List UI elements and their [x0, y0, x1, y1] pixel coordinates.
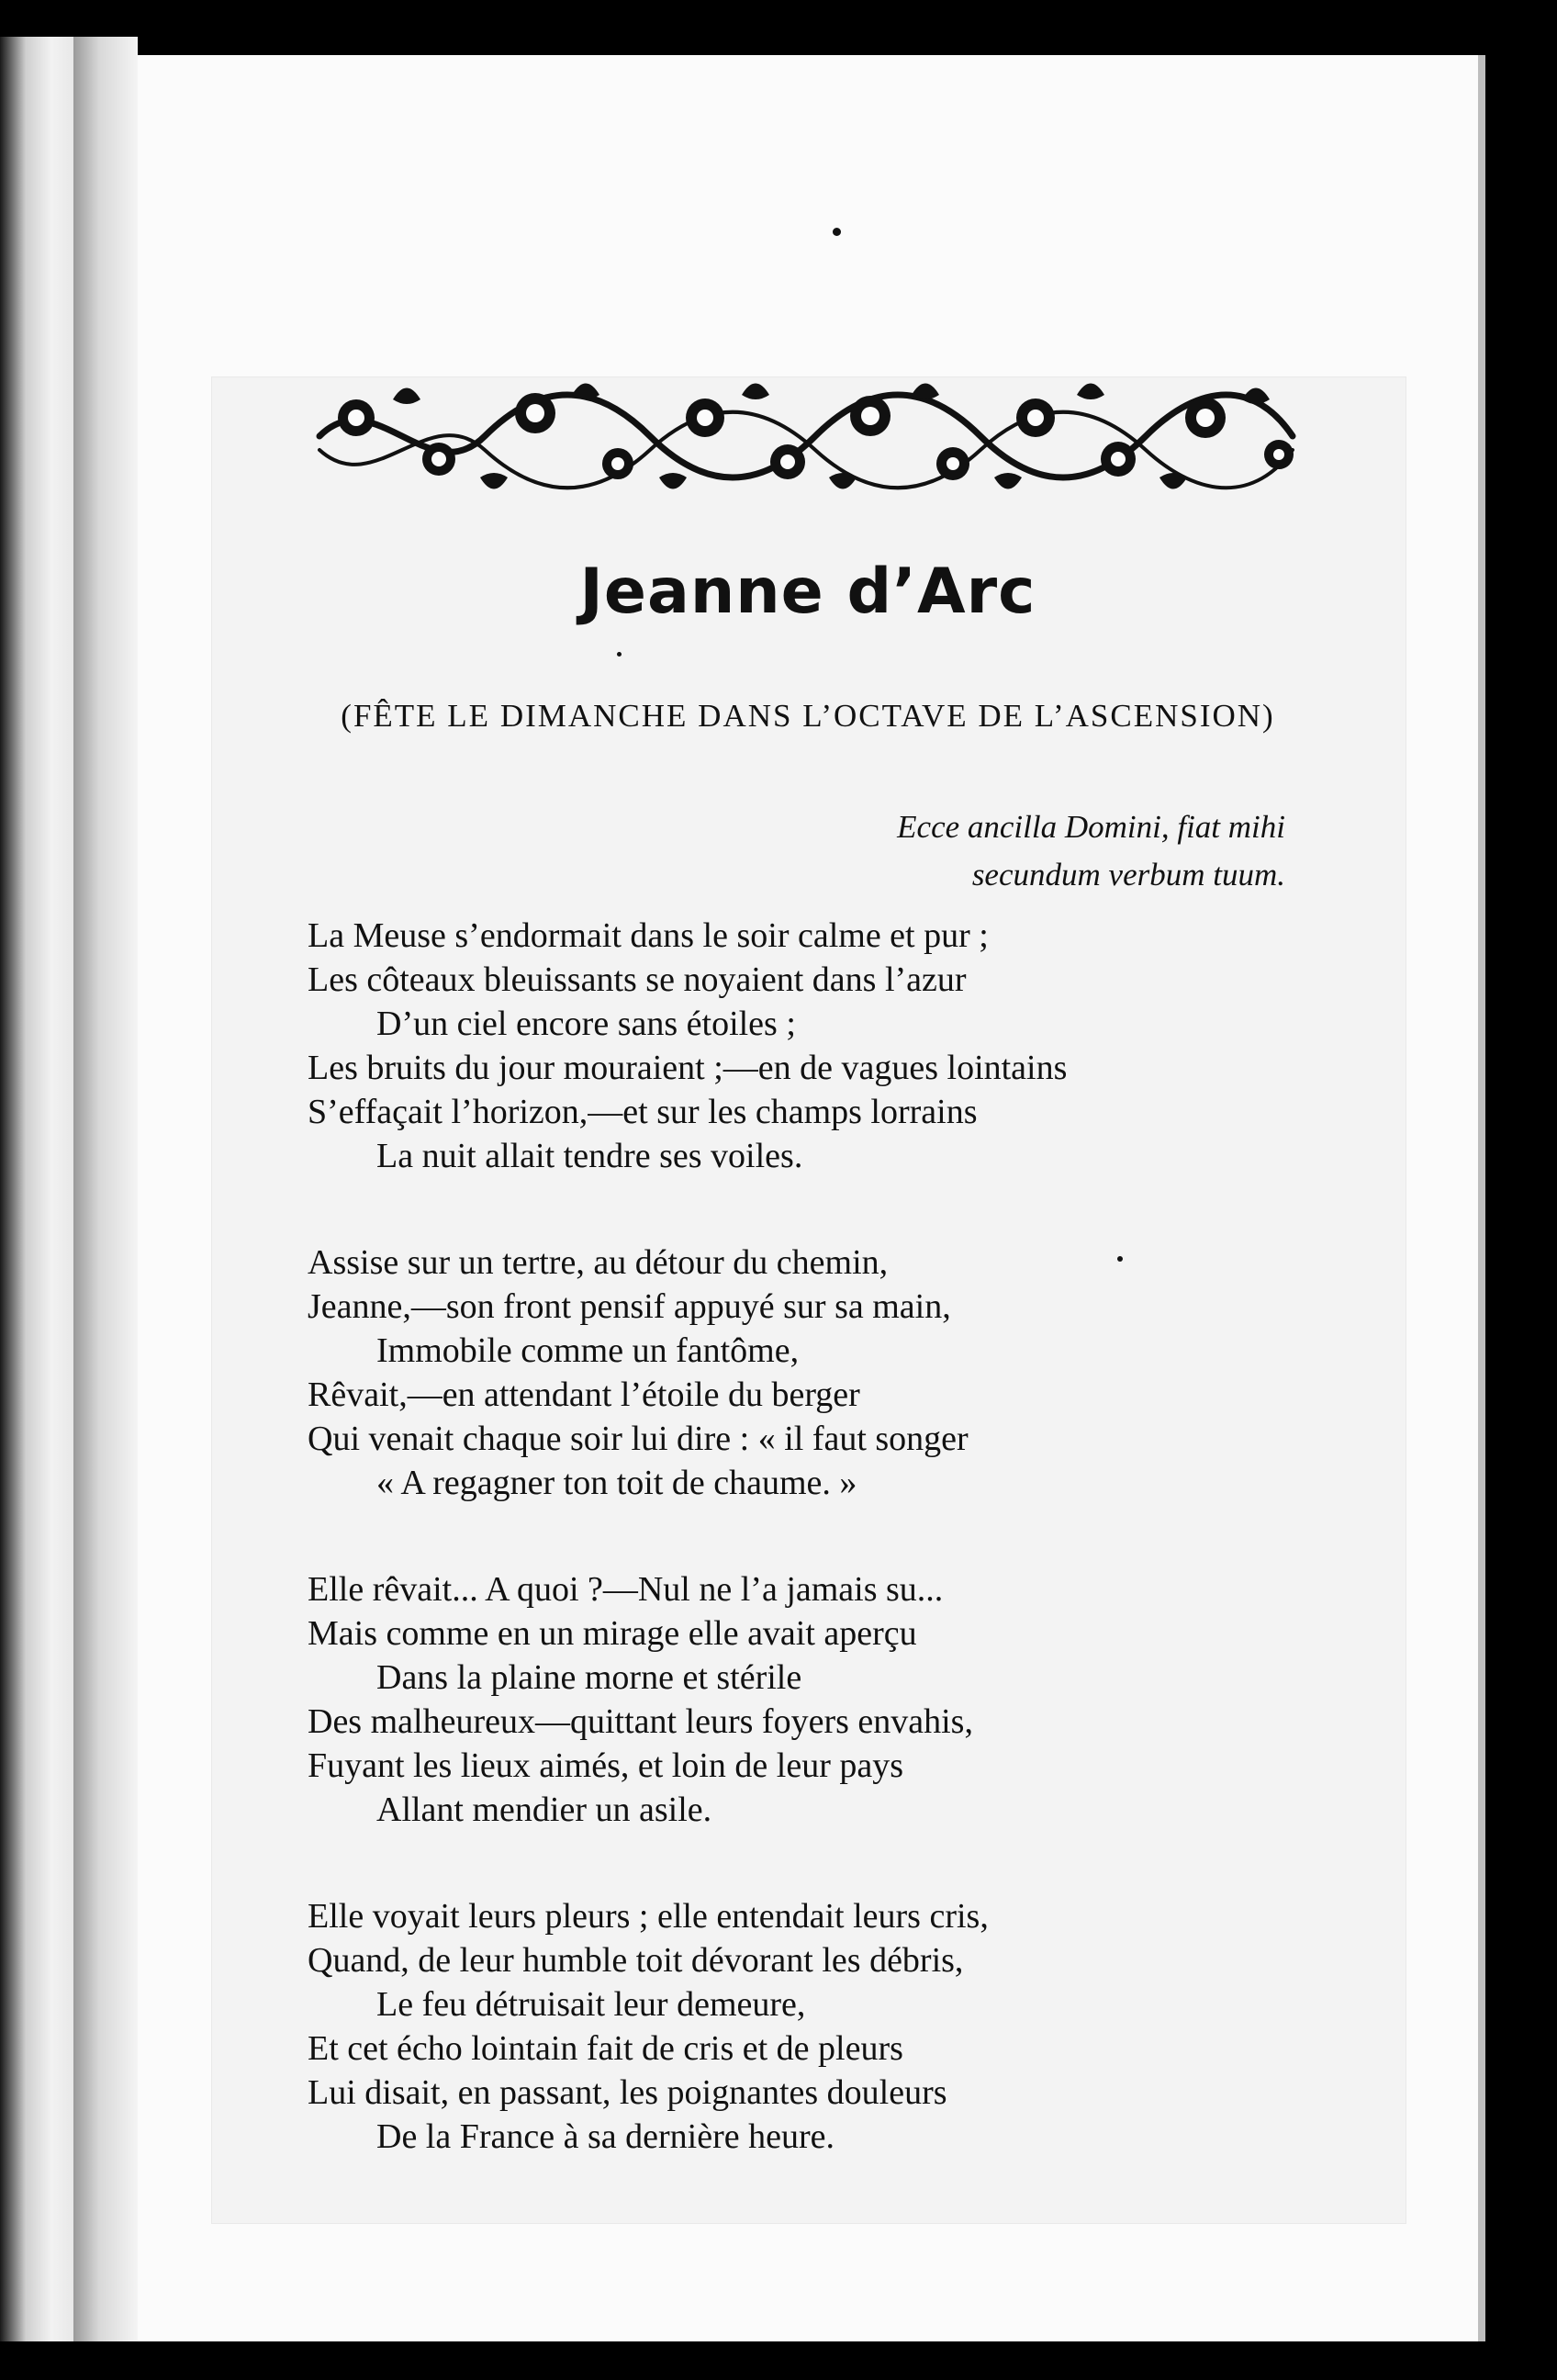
verse-line: Fuyant les lieux aimés, et loin de leur pays	[308, 1746, 904, 1785]
verse-line: Allant mendier un asile.	[376, 1791, 712, 1829]
stanza	[308, 1567, 1372, 1832]
verse-line: Les bruits du jour mouraient ;—en de vagues lointains	[308, 1049, 1068, 1087]
verse-line: Qui venait chaque soir lui dire : « il faut songer	[308, 1420, 969, 1458]
verse-line: Rêvait,—en attendant l’étoile du berger	[308, 1375, 860, 1414]
epigraph-line: secundum verbum tuum.	[971, 857, 1285, 892]
stanza	[308, 914, 1372, 1178]
speck-mark	[833, 228, 841, 236]
verse-line: Assise sur un tertre, au détour du chemin,	[308, 1243, 889, 1282]
verse-line: La Meuse s’endormait dans le soir calme et pur ;	[308, 916, 989, 955]
verse-line: D’un ciel encore sans étoiles ;	[376, 1005, 796, 1043]
speck-mark	[617, 652, 622, 657]
poem-subtitle: (FÊTE LE DIMANCHE DANS L’OCTAVE DE L’ASCENSION)	[341, 698, 1275, 734]
stanza	[308, 1241, 1372, 1505]
left-page-edge	[0, 37, 73, 2341]
verse-line: La nuit allait tendre ses voiles.	[376, 1137, 803, 1175]
verse-line: Elle voyait leurs pleurs ; elle entendait leurs cris,	[308, 1897, 989, 1936]
verse-line: Dans la plaine morne et stérile	[376, 1658, 802, 1697]
floral-ornament-banner	[301, 363, 1311, 500]
verse-line: Immobile comme un fantôme,	[376, 1331, 800, 1370]
verse-line: Lui disait, en passant, les poignantes douleurs	[308, 2073, 947, 2112]
verse-line: Jeanne,—son front pensif appuyé sur sa main,	[308, 1287, 951, 1326]
epigraph	[897, 803, 1285, 899]
verse-line: Quand, de leur humble toit dévorant les débris,	[308, 1941, 964, 1980]
verse-line: Les côteaux bleuissants se noyaient dans l’azur	[308, 960, 967, 999]
poem-body	[308, 914, 1372, 2221]
verse-line: De la France à sa dernière heure.	[376, 2117, 835, 2156]
stanza	[308, 1894, 1372, 2159]
epigraph-line: Ecce ancilla Domini, fiat mihi	[897, 809, 1285, 845]
poem-title: Jeanne d’Arc	[579, 556, 1036, 628]
verse-line: Le feu détruisait leur demeure,	[376, 1985, 806, 2024]
book-gutter	[73, 37, 138, 2341]
right-page	[138, 55, 1485, 2341]
verse-line: « A regagner ton toit de chaume. »	[376, 1464, 857, 1502]
verse-line: Et cet écho lointain fait de cris et de pleurs	[308, 2029, 903, 2068]
verse-line: S’effaçait l’horizon,—et sur les champs lorrains	[308, 1093, 978, 1131]
verse-line: Des malheureux—quittant leurs foyers envahis,	[308, 1702, 973, 1741]
verse-line: Mais comme en un mirage elle avait aperçu	[308, 1614, 917, 1653]
verse-line: Elle rêvait... A quoi ?—Nul ne l’a jamais su...	[308, 1570, 944, 1609]
